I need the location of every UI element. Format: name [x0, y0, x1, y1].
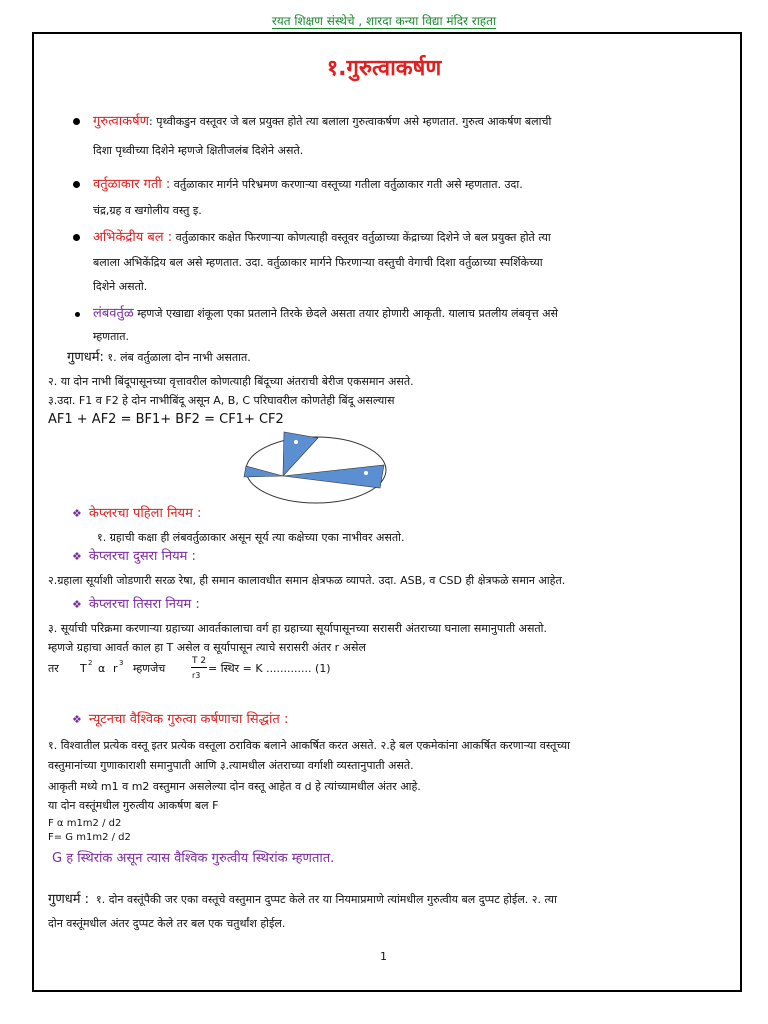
kepler-third-law-text: म्हणजे ग्रहाचा आवर्त काल हा T असेल व सूर्यापासून त्याचे सरासरी अंतर r असेल [48, 641, 366, 654]
kepler-third-law-heading [72, 598, 200, 612]
header-text: रयत शिक्षण संस्थेचे , शारदा कन्या विद्या मंदिर राहता [271, 14, 497, 28]
newton-text: या दोन वस्तूंमधील गुरुत्वीय आकर्षण बल F [48, 799, 219, 812]
fraction-numerator: T 2 [192, 656, 207, 666]
property-text: १. लंब वर्तुळाला दोन नाभी असतात. [107, 351, 251, 364]
formula-mhanje: म्हणजेच [133, 662, 166, 675]
bullet-dot [73, 234, 80, 241]
newton-formula: F= G m1m2 / d2 [48, 832, 131, 843]
property-text: १. दोन वस्तूंपैकी जर एका वस्तूचे वस्तुमान दुप्पट केले तर या नियमाप्रमाणे त्यांमधील गुरुत्वीय बल दुप्पट होईल. २. त्या [96, 893, 557, 906]
property-text: ३.उदा. F1 व F2 हे दोन नाभीबिंदू असून A, B, C परिघावरील कोणतेही बिंदू असल्यास [48, 394, 395, 407]
fraction-denominator: r3 [192, 671, 201, 680]
kepler-first-law-text: १. ग्रहाची कक्षा ही लंबवर्तुळाकार असून सूर्य त्या कक्षेच्या एका नाभीवर असतो. [97, 531, 405, 544]
kepler-third-law-text: ३. सूर्याची परिक्रमा करणाऱ्या ग्रहाच्या आवर्तकालाचा वर्ग हा ग्रहाच्या सूर्यापासूनच्या सरासरी अंतराच्या घनाला समानुपाती असतो. [48, 622, 548, 635]
formula-T: T [80, 662, 87, 675]
formula-alpha: α [98, 662, 106, 675]
properties-ellipse [67, 351, 251, 365]
newton-text: वस्तुमानांच्या गुणाकाराशी समानुपाती आणि ३.त्यामधील अंतराच्या वर्गाशी व्यस्तानुपाती असते. [48, 759, 414, 772]
ellipse-diagram [236, 430, 396, 510]
bullet-text: दिशेने असतो. [93, 280, 148, 293]
bullet-text: चंद्र,ग्रह व खगोलीय वस्तु इ. [93, 204, 202, 217]
formula-constant: = स्थिर = K ............. (1) [208, 662, 331, 675]
kepler-first-law-heading [72, 507, 201, 521]
bullet-text: म्हणतात. [93, 330, 130, 343]
bullet-circular-motion [93, 178, 523, 192]
formula-sup-2: 2 [88, 659, 93, 667]
kepler-second-law-text: २.ग्रहाला सूर्याशी जोडणारी सरळ रेषा, ही समान कालावधीत समान क्षेत्रफळ व्यापते. उदा. ASB, व CSD ही क्षेत्रफळे समान आहेत. [48, 574, 566, 587]
properties-label: गुणधर्म : [48, 892, 89, 907]
bullet-text: दिशा पृथ्वीच्या दिशेने म्हणजे क्षितीजलंब दिशेने असते. [93, 144, 304, 157]
property-text: २. या दोन नाभी बिंदूपासूनच्या वृत्तावरील कोणत्याही बिंदूच्या अंतराची बेरीज एकसमान असते. [48, 375, 414, 388]
bullet-dot [73, 118, 80, 125]
heading-text: न्यूटनचा वैश्विक गुरुत्वा कर्षणाचा सिद्धांत : [88, 712, 289, 727]
heading-text: केप्लरचा तिसरा नियम : [88, 597, 200, 612]
page-title: १.गुरुत्वाकर्षण [326, 56, 442, 81]
bullet-text: वर्तुळाकार कक्षेत फिरणाऱ्या कोणत्याही वस्तूवर वर्तुळाच्या केंद्राच्या दिशेने जे बल प्रयुक्त होते त्या [175, 231, 551, 244]
newton-formula-proportional: F α m1m2 / d2 [48, 818, 122, 829]
term-centripetal: अभिकेंद्रीय बल : [93, 230, 173, 245]
newton-text: आकृती मध्ये m1 व m2 वस्तुमान असलेल्या दोन वस्तू आहेत व d हे त्यांच्यामधील अंतर आहे. [48, 780, 421, 793]
bullet-text: म्हणजे एखाद्या शंकूला एका प्रतलाने तिरके छेदले असता तयार होणारी आकृती. यालाच प्रतलीय लंबवृत्त असे [137, 307, 558, 320]
formula-r: r [113, 662, 118, 675]
gravitational-constant-note: G ह स्थिरांक असून त्यास वैश्विक गुरुत्वीय स्थिरांक म्हणतात. [52, 851, 335, 866]
fraction-bar [191, 667, 207, 668]
heading-text: केप्लरचा पहिला नियम : [88, 506, 202, 521]
newton-text: १. विश्वातील प्रत्येक वस्तू इतर प्रत्येक वस्तूला ठराविक बलाने आकर्षित करत असते. २.हे बल एकमेकांना आकर्षित करणाऱ्या वस्तूच्या [48, 739, 570, 752]
diamond-bullet-icon: ❖ [72, 713, 82, 726]
bullet-gravitation [93, 115, 551, 129]
diamond-bullet-icon: ❖ [72, 507, 82, 520]
diamond-bullet-icon: ❖ [72, 550, 82, 563]
bullet-dot [75, 312, 80, 317]
heading-text: केप्लरचा दुसरा नियम : [88, 549, 196, 564]
bullet-text: बलाला अभिकेंद्रिय बल असे म्हणतात. उदा. वर्तुळाकार मार्गने फिरणाऱ्या वस्तुची वेगाची दिशा वर्तुळाच्या स्पर्शिकेच्या [93, 256, 543, 269]
bullet-text: : पृथ्वीकडुन वस्तूवर जे बल प्रयुक्त होते त्या बलाला गुरुत्वाकर्षण असे म्हणतात. गुरुत्व आकर्षण बलाची [149, 115, 552, 128]
page-header [0, 10, 768, 29]
kepler-second-law-heading [72, 550, 196, 564]
properties-gravity [48, 893, 557, 907]
planet-dot [364, 471, 368, 475]
term-gravitation: गुरुत्वाकर्षण [93, 114, 150, 129]
property-text: दोन वस्तूंमधील अंतर दुप्पट केले तर बल एक चतुर्थांश होईल. [48, 917, 286, 930]
formula-tar: तर [48, 662, 59, 675]
page-number: 1 [380, 950, 387, 963]
bullet-ellipse [93, 307, 558, 321]
planet-dot [294, 440, 298, 444]
diamond-bullet-icon: ❖ [72, 598, 82, 611]
term-ellipse: लंबवर्तुळ [93, 306, 134, 321]
bullet-centripetal [93, 231, 551, 245]
formula-sup-3: 3 [119, 659, 124, 667]
properties-label: गुणधर्म: [67, 350, 104, 365]
term-circular-motion: वर्तुळाकार गती : [93, 177, 171, 192]
foci-equation: AF1 + AF2 = BF1+ BF2 = CF1+ CF2 [48, 412, 284, 427]
bullet-text: वर्तुळाकार मार्गने परिभ्रमण करणाऱ्या वस्तूच्या गतीला वर्तुळाकार गती असे म्हणतात. उदा. [173, 178, 523, 191]
newton-law-heading [72, 713, 288, 727]
bullet-dot [73, 181, 80, 188]
